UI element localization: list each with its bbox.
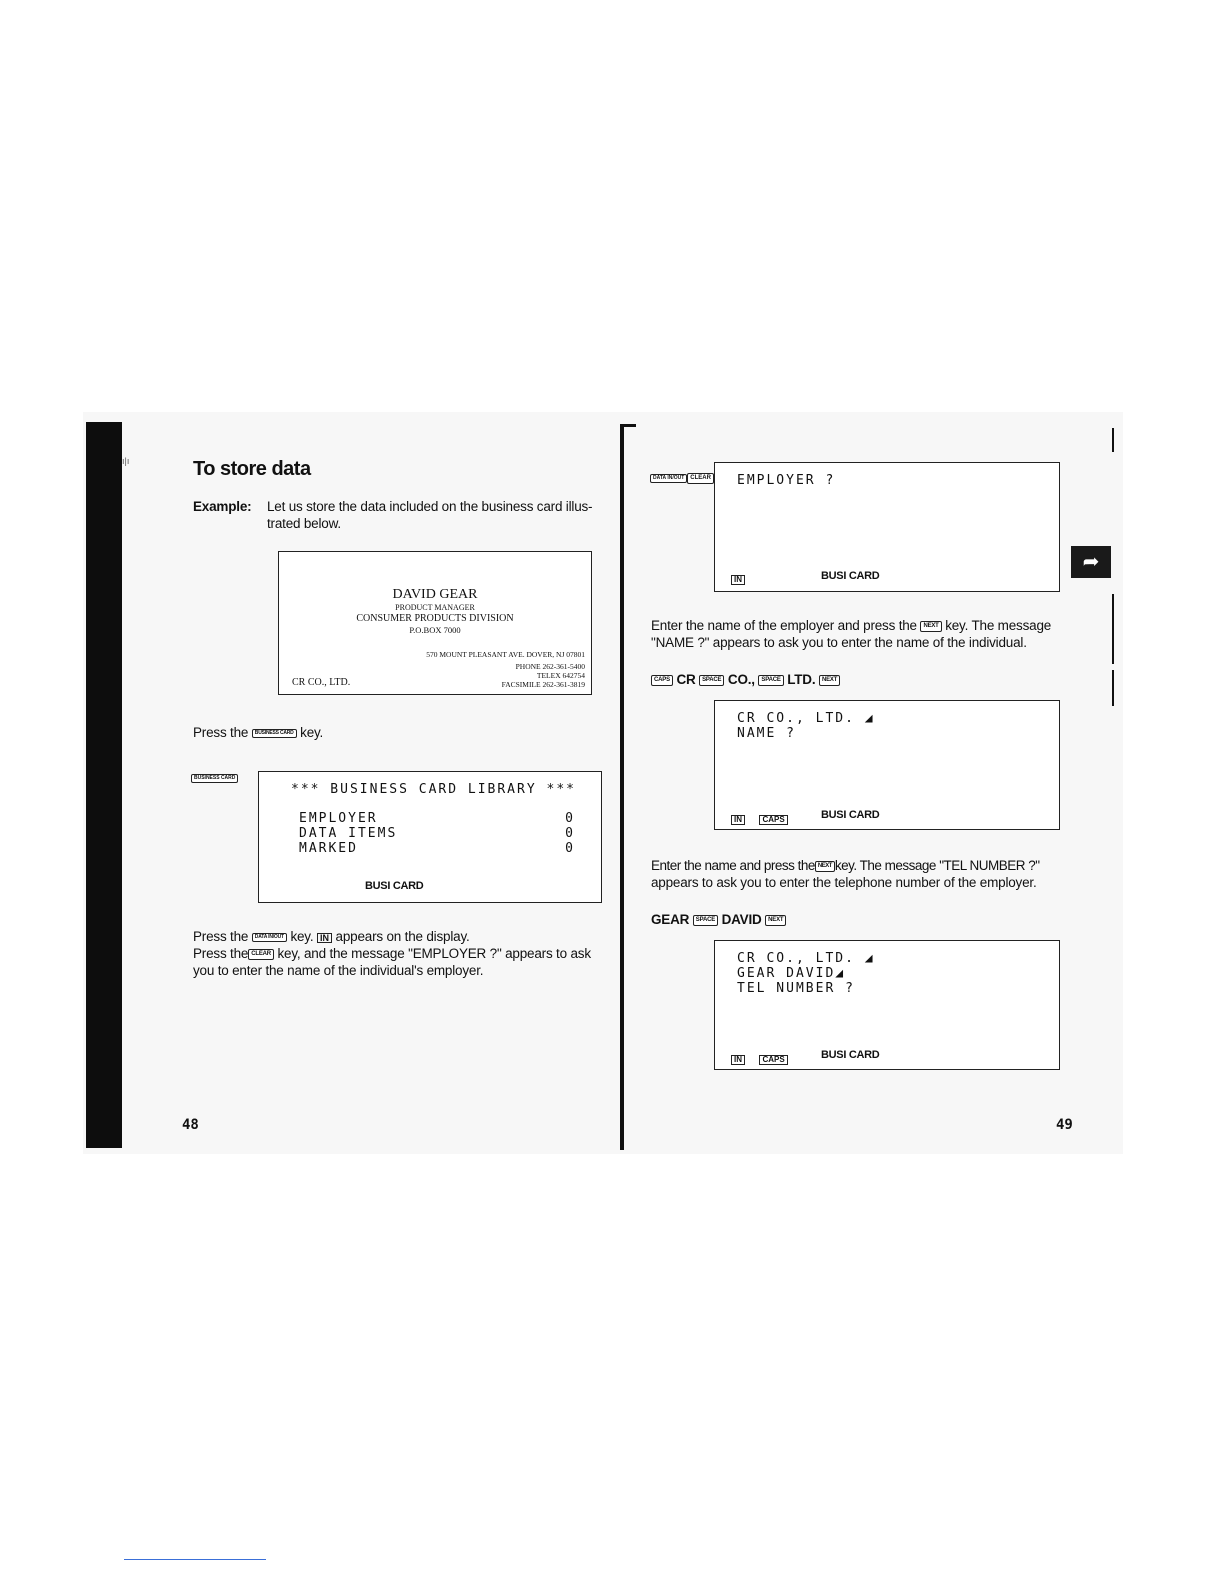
lcd-row-value: 0	[565, 811, 575, 826]
data-in-out-key-icon: DATA IN/OUT	[252, 933, 287, 942]
para-enter-employer-line2: "NAME ?" appears to ask you to enter the name of the individual.	[651, 635, 1027, 650]
lcd-tel-number-screen	[714, 940, 1060, 1070]
spine-line	[620, 424, 624, 1150]
left-margin-bar	[86, 422, 122, 1148]
clear-key-icon: CLEAR	[248, 949, 274, 960]
card-fax: FACSIMILE 262-361-3819	[501, 680, 585, 689]
card-division: CONSUMER PRODUCTS DIVISION	[356, 613, 514, 624]
lcd-line-3: TEL NUMBER ?	[737, 981, 855, 996]
para-enter-name-line2: appears to ask you to enter the telephone number of the employer.	[651, 875, 1037, 890]
lcd-row-label: DATA ITEMS	[299, 826, 398, 841]
margin-tick	[1112, 670, 1114, 706]
key-sequence-name: GEAR SPACE DAVID NEXT	[651, 911, 786, 928]
card-telex: TELEX 642754	[536, 671, 585, 680]
caps-indicator-icon: CAPS	[759, 815, 787, 825]
business-card-key-icon: BUSINESS CARD	[191, 774, 238, 783]
next-key-icon: NEXT	[765, 915, 786, 926]
para-data-key: Press the DATA IN/OUT key. IN appears on the display.	[193, 929, 470, 944]
lcd-library-title: *** BUSINESS CARD LIBRARY ***	[291, 782, 576, 797]
spine-hook	[620, 424, 636, 427]
margin-tick	[1112, 594, 1114, 632]
in-indicator-icon: IN	[731, 575, 745, 585]
card-phone: PHONE 262-361-5400	[515, 662, 585, 671]
page-heading: To store data	[193, 458, 311, 480]
margin-marks: ı|ı	[122, 456, 130, 466]
lcd-library-row	[299, 811, 575, 826]
margin-tick	[1112, 630, 1114, 664]
data-in-out-key-icon: DATA IN/OUT	[650, 474, 687, 483]
para-clear-key-line3: you to enter the name of the individual's employer.	[193, 963, 484, 978]
lcd-status-busicard: BUSI CARD	[821, 809, 880, 821]
space-key-icon: SPACE	[693, 915, 718, 926]
page-number-left: 48	[182, 1117, 199, 1133]
key-sequence-top	[650, 470, 714, 488]
in-indicator-icon: IN	[731, 1055, 745, 1065]
para-enter-employer: Enter the name of the employer and press the NEXT key. The message	[651, 618, 1052, 633]
example-line-2: trated below.	[267, 516, 341, 531]
margin-tick	[1112, 428, 1114, 452]
in-indicator-icon: IN	[317, 933, 332, 943]
lcd-row-label: MARKED	[299, 841, 358, 856]
space-key-icon: SPACE	[699, 675, 724, 686]
lcd-row-label: EMPLOYER	[299, 811, 378, 826]
in-indicator-icon: IN	[731, 815, 745, 825]
section-tab-icon: ➦	[1071, 546, 1111, 578]
para-enter-name: Enter the name and press the NEXT key. The message "TEL NUMBER ?"	[651, 858, 1040, 873]
lcd-line-1: CR CO., LTD. ◢	[737, 951, 873, 966]
card-pobox: P.O.BOX 7000	[409, 625, 461, 635]
business-card	[278, 551, 592, 695]
lcd-library-screen	[258, 771, 602, 903]
footer-rule	[124, 1559, 266, 1560]
lcd-library-row	[299, 826, 575, 841]
lcd-employer-screen	[714, 462, 1060, 592]
next-key-icon: NEXT	[815, 861, 835, 872]
space-key-icon: SPACE	[758, 675, 783, 686]
lcd-name-screen	[714, 700, 1060, 830]
lcd-status-busicard: BUSI CARD	[821, 1049, 880, 1061]
lcd-line-1: EMPLOYER ?	[737, 473, 836, 488]
key-sequence-employer: CAPS CR SPACE CO., SPACE LTD. NEXT	[651, 671, 840, 688]
lcd-line-2: NAME ?	[737, 726, 796, 741]
next-key-icon: NEXT	[819, 675, 840, 686]
para-clear-key: Press the CLEAR key, and the message "EMPLOYER ?" appears to ask	[193, 946, 591, 961]
caps-indicator-icon: CAPS	[759, 1055, 787, 1065]
lcd-row-value: 0	[565, 826, 575, 841]
example-line-1: Let us store the data included on the business card illus-	[267, 499, 593, 514]
lcd-line-1: CR CO., LTD. ◢	[737, 711, 873, 726]
press-business-card-instruction: Press the BUSINESS CARD key.	[193, 725, 324, 740]
lcd-row-value: 0	[565, 841, 575, 856]
business-card-key-icon: BUSINESS CARD	[252, 729, 297, 738]
card-company: CR CO., LTD.	[292, 677, 351, 688]
card-title: PRODUCT MANAGER	[395, 603, 475, 612]
page-number-right: 49	[1056, 1117, 1073, 1133]
next-key-icon: NEXT	[920, 621, 941, 632]
lcd-line-2: GEAR DAVID◢	[737, 966, 844, 981]
clear-key-icon: CLEAR	[687, 473, 714, 484]
card-name: DAVID GEAR	[392, 587, 478, 602]
lcd-status-busicard: BUSI CARD	[821, 570, 880, 582]
caps-key-icon: CAPS	[651, 675, 673, 686]
lcd-library-row	[299, 841, 575, 856]
lcd-status-busicard: BUSI CARD	[365, 880, 424, 892]
example-label: Example:	[193, 499, 252, 514]
card-address: 570 MOUNT PLEASANT AVE. DOVER, NJ 07801	[426, 650, 585, 659]
